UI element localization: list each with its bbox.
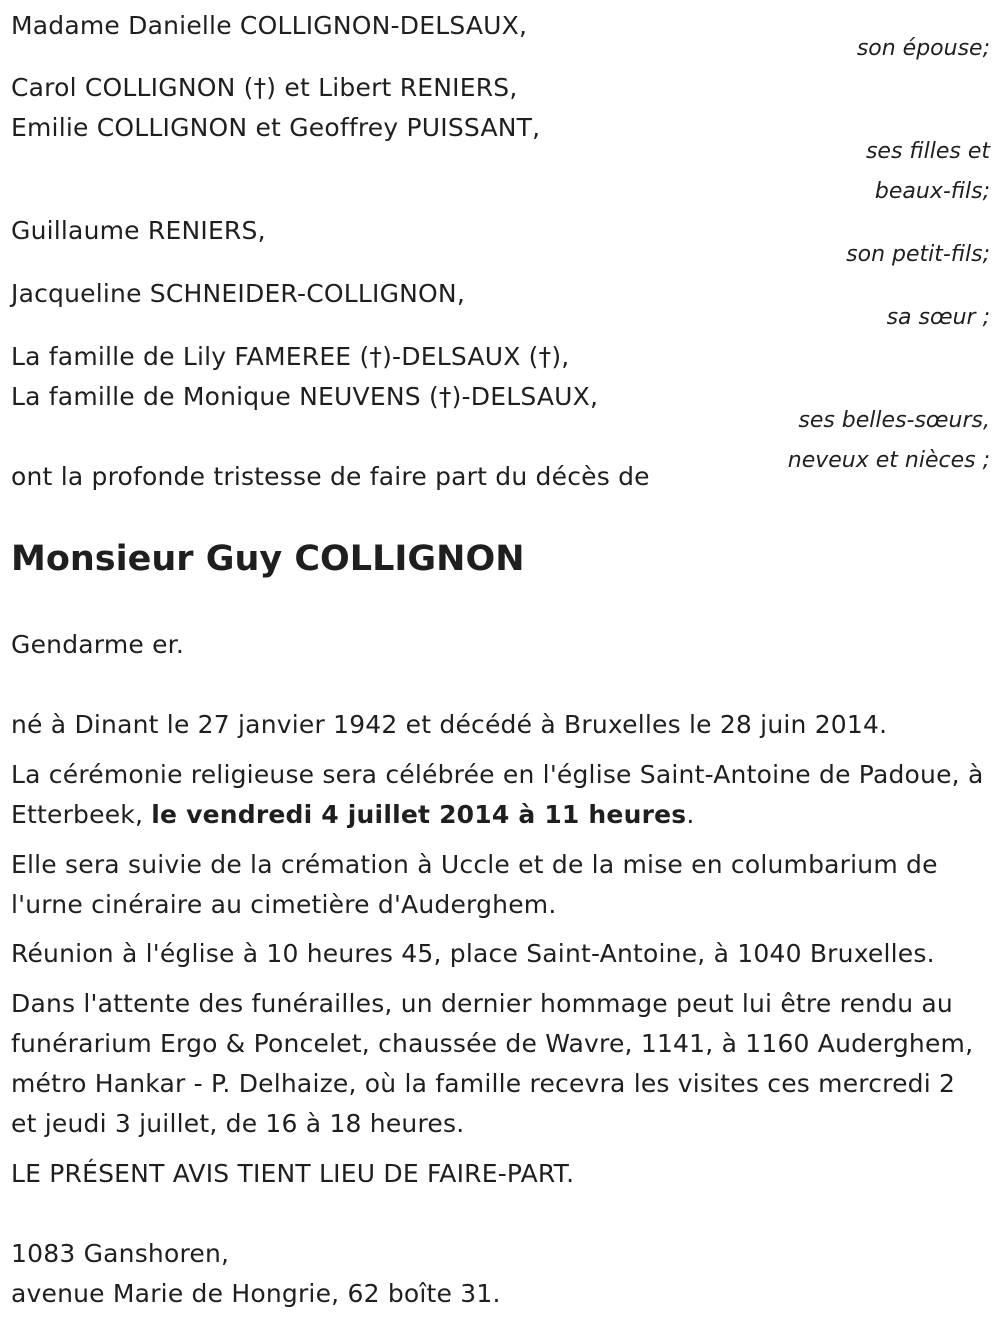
family-1: La famille de Lily FAMEREE (†)-DELSAUX (†), bbox=[11, 342, 570, 371]
cremation-paragraph: Elle sera suivie de la crémation à Uccle et de la mise en columbarium de l'urne cinéraire au cimetière d'Auderghem. bbox=[11, 850, 938, 919]
deceased-name: Monsieur Guy COLLIGNON bbox=[11, 539, 525, 579]
birth-death: né à Dinant le 27 janvier 1942 et décédé à Bruxelles le 28 juin 2014. bbox=[11, 710, 888, 739]
daughters-relation-line-1: ses filles et bbox=[865, 139, 990, 164]
daughter-1: Carol COLLIGNON (†) et Libert RENIERS, bbox=[11, 73, 518, 102]
sister-name: Jacqueline SCHNEIDER-COLLIGNON, bbox=[11, 279, 465, 308]
sister-relation: sa sœur ; bbox=[886, 305, 990, 330]
daughter-2: Emilie COLLIGNON et Geoffrey PUISSANT, bbox=[11, 113, 541, 142]
grandson-name: Guillaume RENIERS, bbox=[11, 216, 266, 245]
daughters-relation-line-2: beaux-fils; bbox=[874, 179, 990, 204]
visits-paragraph: Dans l'attente des funérailles, un dernier hommage peut lui être rendu au funérarium Ergo & Poncelet, chaussée de Wavre, 1141, à 1160 Auderghem, métro Hankar - P. Delhaize, où la famille recevra les visites ces mercredi 2 et jeudi 3 juillet, de 16 à 18 heures. bbox=[11, 989, 974, 1138]
announcement: ont la profonde tristesse de faire part du décès de bbox=[11, 462, 650, 491]
ceremony-date: le vendredi 4 juillet 2014 à 11 heures bbox=[151, 800, 687, 829]
spouse-relation: son épouse; bbox=[856, 36, 990, 61]
ceremony-text: La cérémonie religieuse sera célébrée en l'église Saint-Antoine de Padoue, à Etterbeek, bbox=[11, 760, 984, 829]
families-relation-line-1: ses belles-sœurs, bbox=[798, 408, 990, 433]
ceremony-paragraph bbox=[11, 755, 986, 835]
ceremony-end: . bbox=[686, 800, 695, 829]
grandson-relation: son petit-fils; bbox=[846, 242, 990, 267]
notice: LE PRÉSENT AVIS TIENT LIEU DE FAIRE-PART. bbox=[11, 1159, 575, 1188]
address-line-1: 1083 Ganshoren, bbox=[11, 1239, 230, 1268]
meeting-paragraph: Réunion à l'église à 10 heures 45, place Saint-Antoine, à 1040 Bruxelles. bbox=[11, 939, 935, 968]
address-line-2: avenue Marie de Hongrie, 62 boîte 31. bbox=[11, 1279, 501, 1308]
family-2: La famille de Monique NEUVENS (†)-DELSAUX, bbox=[11, 382, 599, 411]
spouse-name: Madame Danielle COLLIGNON-DELSAUX, bbox=[11, 11, 528, 40]
families-relation-line-2: neveux et nièces ; bbox=[787, 448, 990, 473]
profession: Gendarme er. bbox=[11, 630, 185, 659]
